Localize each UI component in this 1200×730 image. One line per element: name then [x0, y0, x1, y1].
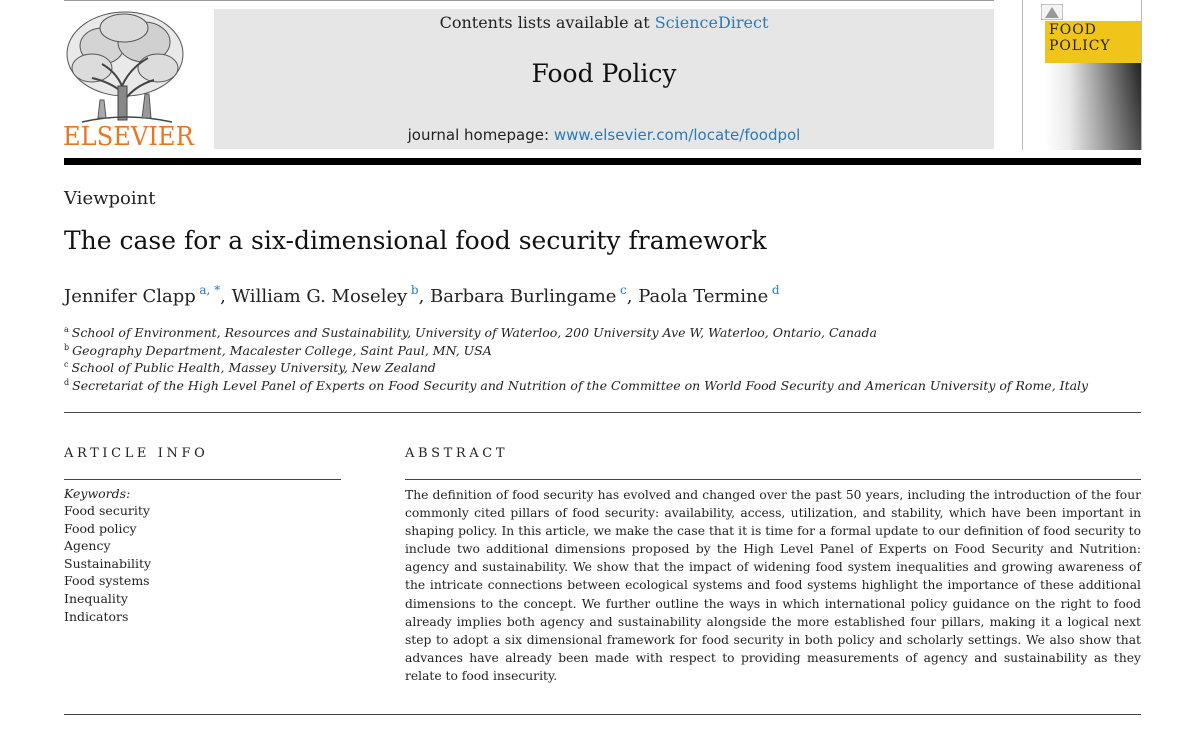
affiliation-item — [64, 378, 1088, 396]
affiliation-mark: a — [64, 325, 69, 334]
publisher-wordmark: ELSEVIER — [63, 122, 194, 152]
author-affil-mark[interactable]: b — [410, 283, 419, 297]
homepage-line — [214, 126, 994, 144]
cover-gradient-overlay — [1045, 63, 1141, 150]
affiliations — [64, 325, 1088, 395]
keyword-item: Food security — [64, 503, 150, 518]
article-info-rule — [64, 479, 341, 480]
journal-title: Food Policy — [531, 59, 677, 88]
article-info-heading: ARTICLE INFO — [64, 446, 209, 461]
contents-prefix: Contents lists available at — [439, 13, 655, 32]
keyword-list — [64, 503, 151, 626]
author-name[interactable]: William G. Moseley — [231, 286, 408, 307]
header-rule — [64, 158, 1141, 165]
author-separator: , — [418, 286, 431, 307]
keyword-item: Indicators — [64, 608, 129, 624]
top-rule — [64, 0, 994, 1]
article-title: The case for a six-dimensional food security framework — [64, 226, 767, 255]
affiliation-text: Secretariat of the High Level Panel of Experts on Food Security and Nutrition of the Committee on World Food Security and American University of Rome, Italy — [72, 377, 1089, 393]
affiliation-text: School of Public Health, Massey University, New Zealand — [71, 360, 436, 375]
cover-title-line-1: FOOD — [1049, 22, 1097, 38]
affiliation-text: School of Environment, Resources and Sustainability, University of Waterloo, 200 University Ave W, Waterloo, Ontario, Canada — [71, 325, 877, 340]
cover-title — [1049, 22, 1111, 54]
affiliation-item — [64, 360, 1088, 378]
journal-homepage-link[interactable]: www.elsevier.com/locate/foodpol — [553, 126, 801, 144]
section-rule — [64, 412, 1141, 413]
keyword-item: Agency — [64, 538, 111, 554]
author-name[interactable]: Paola Termine — [638, 286, 769, 307]
affiliation-item — [64, 343, 1088, 361]
keyword-item: Inequality — [64, 590, 128, 606]
author-affil-mark[interactable]: d — [771, 283, 780, 297]
keyword-item: Food policy — [64, 520, 137, 536]
author-separator: , — [220, 286, 232, 307]
journal-header-band — [214, 9, 994, 149]
keyword-item: Sustainability — [64, 555, 152, 571]
affiliation-mark: d — [64, 377, 70, 387]
cover-elsevier-icon — [1041, 4, 1063, 20]
journal-cover — [1022, 0, 1142, 150]
contents-line — [214, 13, 994, 32]
author-affil-mark[interactable]: c — [620, 283, 627, 297]
affiliation-text: Geography Department, Macalester College, Saint Paul, MN, USA — [72, 342, 492, 358]
homepage-prefix: journal homepage: — [407, 126, 554, 144]
cover-title-line-2: POLICY — [1049, 38, 1111, 54]
affiliation-mark: b — [64, 342, 70, 352]
author-name[interactable]: Jennifer Clapp — [64, 286, 196, 307]
article-type: Viewpoint — [64, 188, 156, 209]
author-name[interactable]: Barbara Burlingame — [430, 286, 617, 307]
abstract-text: The definition of food security has evolved and changed over the past 50 years, including the introduction of the four commonly cited pillars of food security: availability, access, utilization, and stability, which have been important in shaping policy. In this article, we make the case that it is time for a formal update to our definition of food security to include two additional dimensions proposed by the High Level Panel of Experts on Food Security and Nutrition: agency and sustainability. We show that the impact of widening food system inequalities and growing awareness of the intricate connections between ecological systems and food systems highlight the importance of these additional dimensions to the concept. We further outline the ways in which international policy guidance on the right to food already implies both agency and sustainability alongside the more established four pillars, making it a logical next step to adopt a six dimensional framework for food security in both policy and scholarly settings. We also show that advances have already been made with respect to providing measurements of agency and sustainability as they relate to food insecurity. — [405, 488, 1141, 683]
sciencedirect-link[interactable]: ScienceDirect — [654, 13, 769, 32]
affiliation-item — [64, 325, 1088, 343]
affiliation-mark: c — [64, 360, 69, 369]
keywords-label: Keywords: — [64, 486, 131, 501]
author-separator: , — [626, 286, 639, 307]
keyword-item: Food systems — [64, 573, 150, 589]
bottom-rule — [64, 714, 1141, 715]
abstract-heading: ABSTRACT — [405, 446, 509, 461]
abstract-rule — [405, 479, 1141, 480]
author-list — [64, 283, 780, 307]
author-affil-mark[interactable]: a, * — [199, 283, 221, 297]
